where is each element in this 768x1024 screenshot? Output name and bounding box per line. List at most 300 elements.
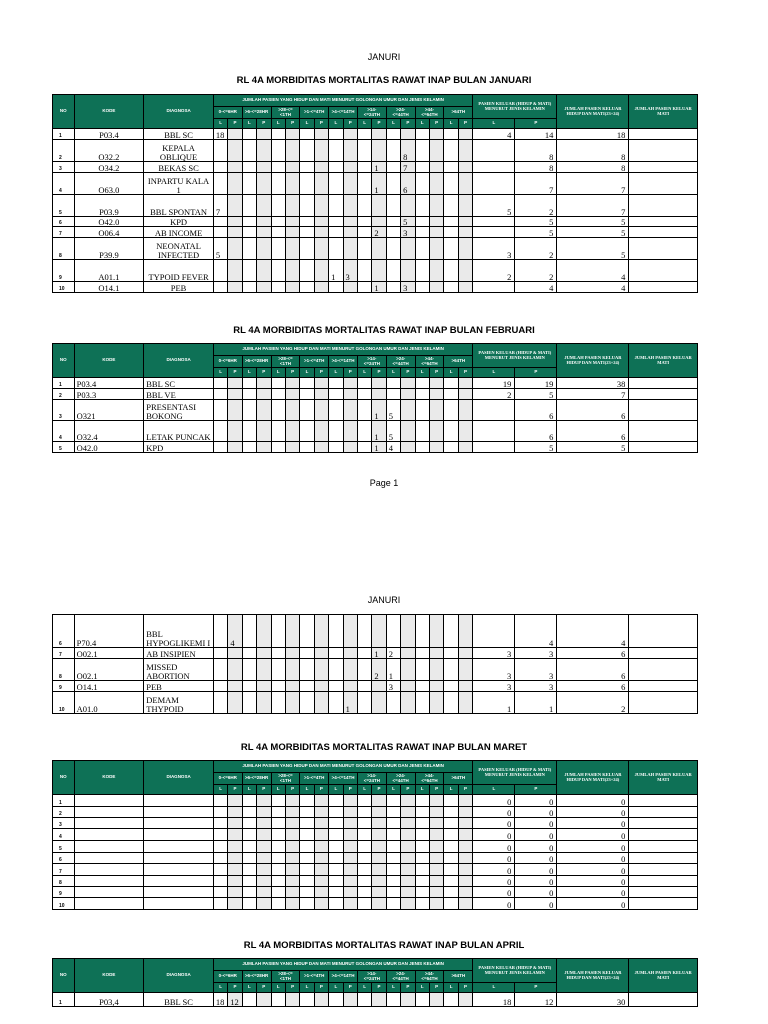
keluar-mati-cell [629, 659, 698, 681]
age-count-cell [257, 692, 271, 714]
age-count-cell [343, 853, 357, 864]
age-count-cell [257, 140, 271, 162]
age-count-cell [429, 829, 443, 841]
age-group-header: >24-<=44TH [386, 971, 415, 983]
sex-l-header: L [213, 119, 227, 129]
keluar-l-cell: 3 [473, 659, 515, 681]
age-count-cell [458, 853, 473, 864]
age-count-cell [458, 692, 472, 714]
age-count-cell [271, 217, 285, 227]
age-count-cell [314, 615, 328, 648]
keluar-total-cell: 6 [557, 648, 629, 659]
row-number: 3 [53, 162, 75, 173]
age-count-cell [343, 238, 357, 260]
sex-p-header: P [285, 368, 299, 378]
keluar-l-cell [473, 162, 515, 173]
keluar-mati-cell [629, 615, 698, 648]
age-count-cell [415, 173, 429, 195]
age-count-cell [257, 400, 271, 421]
sex-p-header: P [257, 983, 271, 993]
keluar-mati-cell [629, 993, 698, 1007]
diagnosa-cell: BBL SC [144, 129, 214, 140]
age-count-cell [314, 421, 328, 442]
age-count-cell: 2 [386, 648, 400, 659]
age-group-title: JUMLAH PASIEN YANG HIDUP DAN MATI MENURUT GOLONGAN UMUR DAN JENIS KELAMIN [213, 344, 472, 356]
age-count-cell [242, 162, 256, 173]
age-count-cell [213, 162, 227, 173]
age-count-cell [444, 864, 458, 876]
age-count-cell [444, 282, 458, 293]
keluar-l-cell: 0 [473, 807, 515, 818]
age-count-cell [372, 818, 386, 829]
sex-l-header: L [213, 983, 227, 993]
col-keluar-mati-header: JUMLAH PASIEN KELUAR MATI [629, 761, 698, 795]
keluar-l-cell [473, 227, 515, 238]
age-count-cell [343, 162, 357, 173]
age-count-cell [257, 898, 271, 910]
age-count-cell [271, 129, 285, 140]
age-count-cell [444, 829, 458, 841]
age-count-cell [386, 853, 400, 864]
age-count-cell [401, 615, 415, 648]
age-count-cell: 3 [401, 227, 415, 238]
table-row [53, 692, 698, 714]
age-count-cell: 1 [329, 260, 343, 282]
sex-l-header: L [386, 368, 400, 378]
keluar-p-cell: 12 [515, 993, 557, 1007]
age-count-cell [372, 140, 386, 162]
row-number: 6 [53, 615, 75, 648]
age-count-cell [357, 818, 371, 829]
age-group-header: >64TH [444, 356, 473, 368]
age-count-cell [357, 876, 371, 887]
age-count-cell [386, 282, 400, 293]
keluar-p-cell: 2 [515, 238, 557, 260]
age-count-cell [430, 692, 444, 714]
age-count-cell [285, 659, 299, 681]
kode-cell: O32.2 [74, 140, 144, 162]
age-count-cell [228, 795, 242, 807]
age-count-cell [242, 442, 256, 453]
age-count-cell: 5 [386, 400, 400, 421]
diagnosa-cell: BBL SC [144, 378, 214, 389]
sex-p-header: P [429, 368, 443, 378]
age-count-cell [401, 887, 415, 898]
row-number: 4 [53, 829, 75, 841]
diagnosa-cell: DEMAM THYPOID [144, 692, 214, 714]
age-count-cell [357, 807, 371, 818]
age-count-cell [386, 807, 400, 818]
age-count-cell [300, 659, 314, 681]
sex-l-header: L [473, 119, 515, 129]
keluar-mati-cell [629, 162, 698, 173]
keluar-total-cell: 18 [557, 129, 629, 140]
age-count-cell [242, 389, 256, 400]
age-count-cell [213, 795, 227, 807]
kode-cell [74, 829, 144, 841]
table-row [53, 795, 698, 807]
age-group-title: JUMLAH PASIEN YANG HIDUP DAN MATI MENURUT GOLONGAN UMUR DAN JENIS KELAMIN [213, 95, 472, 107]
kode-cell [74, 898, 144, 910]
table-row [53, 421, 698, 442]
sex-l-header: L [300, 368, 314, 378]
age-count-cell: 1 [372, 162, 386, 173]
diagnosa-cell: PRESENTASI BOKONG [144, 400, 214, 421]
diagnosa-cell [144, 841, 214, 853]
age-count-cell [213, 400, 227, 421]
col-keluar-mati-header: JUMLAH PASIEN KELUAR MATI [629, 959, 698, 993]
diagnosa-cell [144, 795, 214, 807]
age-count-cell [415, 807, 429, 818]
age-count-cell: 3 [343, 260, 357, 282]
sex-l-header: L [415, 785, 429, 795]
col-diagnosa-header: DIAGNOSA [144, 761, 214, 795]
table-row [53, 227, 698, 238]
keluar-p-cell: 3 [515, 648, 557, 659]
diagnosa-cell [144, 818, 214, 829]
sex-p-header: P [429, 119, 443, 129]
age-count-cell [257, 795, 271, 807]
diagnosa-cell: BBL SPONTAN [144, 195, 214, 217]
age-count-cell [458, 795, 473, 807]
age-count-cell [458, 378, 473, 389]
age-count-cell [343, 400, 357, 421]
table-row [53, 400, 698, 421]
sex-p-header: P [429, 785, 443, 795]
age-count-cell [213, 659, 227, 681]
age-count-cell [213, 876, 227, 887]
sex-p-header: P [285, 119, 299, 129]
age-count-cell [343, 389, 357, 400]
age-count-cell [343, 898, 357, 910]
age-count-cell [429, 378, 443, 389]
table-row [53, 615, 698, 648]
age-count-cell [300, 129, 314, 140]
row-number: 8 [53, 876, 75, 887]
age-count-cell: 1 [372, 282, 386, 293]
age-count-cell [228, 195, 242, 217]
age-count-cell [329, 876, 343, 887]
diagnosa-cell: KPD [144, 442, 214, 453]
age-count-cell [429, 795, 443, 807]
age-count-cell [357, 389, 371, 400]
age-count-cell [314, 378, 328, 389]
age-count-cell [343, 659, 357, 681]
age-count-cell [372, 841, 386, 853]
age-count-cell: 8 [401, 140, 415, 162]
age-count-cell [430, 615, 444, 648]
col-keluar-jk-header: PASIEN KELUAR (HIDUP & MATI) MENURUT JENIS KELAMIN [473, 959, 557, 983]
age-count-cell [228, 421, 242, 442]
sex-p-header: P [257, 368, 271, 378]
col-diagnosa-header: DIAGNOSA [144, 344, 214, 378]
age-count-cell [228, 807, 242, 818]
age-count-cell [257, 238, 271, 260]
col-kode-header: KODE [74, 761, 144, 795]
age-count-cell [242, 140, 256, 162]
age-count-cell [357, 841, 371, 853]
keluar-total-cell: 0 [557, 876, 629, 887]
col-keluar-jk-header: PASIEN KELUAR (HIDUP & MATI) MENURUT JENIS KELAMIN [473, 344, 557, 368]
age-count-cell [444, 260, 458, 282]
age-count-cell [415, 378, 429, 389]
age-count-cell [429, 227, 443, 238]
age-count-cell [257, 648, 271, 659]
age-count-cell [228, 829, 242, 841]
age-group-header: >28-<=<1TH [271, 107, 300, 119]
age-group-header: >1-<=4TH [300, 356, 329, 368]
age-count-cell [314, 681, 328, 692]
age-group-header: 0-<=6HR [213, 356, 242, 368]
keluar-mati-cell [629, 421, 698, 442]
col-no-header: NO [53, 95, 75, 129]
sex-p-header: P [257, 785, 271, 795]
row-number: 8 [53, 238, 75, 260]
age-count-cell: 1 [343, 692, 357, 714]
keluar-mati-cell [629, 238, 698, 260]
age-count-cell [329, 898, 343, 910]
row-number: 3 [53, 400, 75, 421]
age-count-cell [271, 173, 285, 195]
col-kode-header: KODE [74, 344, 144, 378]
table-row [53, 853, 698, 864]
age-count-cell [228, 648, 242, 659]
age-count-cell [242, 841, 256, 853]
sex-p-header: P [515, 119, 557, 129]
age-count-cell [415, 442, 429, 453]
age-count-cell: 6 [401, 173, 415, 195]
age-count-cell [386, 615, 400, 648]
age-count-cell [300, 829, 314, 841]
age-count-cell [343, 648, 357, 659]
sex-p-header: P [228, 983, 242, 993]
age-count-cell [429, 864, 443, 876]
kode-cell: P03.4 [74, 129, 144, 140]
diagnosa-cell: PEB [144, 282, 214, 293]
age-count-cell: 4 [228, 615, 242, 648]
row-number: 3 [53, 818, 75, 829]
age-group-header: >44-<=64TH [415, 773, 444, 785]
keluar-total-cell: 0 [557, 864, 629, 876]
keluar-l-cell [473, 173, 515, 195]
age-group-header: >4-<=14TH [329, 971, 358, 983]
age-count-cell [213, 260, 227, 282]
age-count-cell [300, 841, 314, 853]
col-keluar-mati-header: JUMLAH PASIEN KELUAR MATI [629, 344, 698, 378]
age-count-cell [271, 648, 285, 659]
keluar-l-cell: 0 [473, 795, 515, 807]
keluar-l-cell: 1 [473, 692, 515, 714]
sex-l-header: L [444, 983, 458, 993]
age-count-cell [386, 195, 400, 217]
age-count-cell [314, 282, 328, 293]
kode-cell: O42.0 [74, 217, 144, 227]
sex-l-header: L [473, 368, 515, 378]
age-count-cell [314, 659, 328, 681]
table-row [53, 887, 698, 898]
age-count-cell [300, 615, 314, 648]
age-count-cell [357, 829, 371, 841]
age-count-cell [458, 238, 473, 260]
age-count-cell [300, 173, 314, 195]
age-group-header: >6-<=28HR [242, 773, 271, 785]
kode-cell: P03.3 [74, 389, 144, 400]
row-number: 5 [53, 195, 75, 217]
diagnosa-cell [144, 864, 214, 876]
age-count-cell [300, 282, 314, 293]
age-count-cell [314, 853, 328, 864]
keluar-l-cell [473, 421, 515, 442]
keluar-mati-cell [629, 876, 698, 887]
age-count-cell [314, 217, 328, 227]
sex-l-header: L [329, 368, 343, 378]
sex-l-header: L [357, 119, 371, 129]
age-count-cell [314, 807, 328, 818]
age-count-cell [343, 841, 357, 853]
age-count-cell [429, 282, 443, 293]
keluar-l-cell: 3 [473, 238, 515, 260]
age-count-cell [228, 841, 242, 853]
kode-cell: O02.1 [74, 659, 144, 681]
age-count-cell [300, 795, 314, 807]
age-count-cell [314, 129, 328, 140]
age-count-cell [386, 795, 400, 807]
age-count-cell [271, 282, 285, 293]
age-count-cell [242, 818, 256, 829]
age-group-header: >4-<=14TH [329, 107, 358, 119]
age-count-cell [271, 400, 285, 421]
keluar-l-cell [473, 442, 515, 453]
age-count-cell [386, 238, 400, 260]
age-count-cell [257, 389, 271, 400]
keluar-mati-cell [629, 195, 698, 217]
age-count-cell [415, 993, 429, 1007]
age-count-cell [257, 282, 271, 293]
age-count-cell [386, 140, 400, 162]
kode-cell: O06.4 [74, 227, 144, 238]
age-count-cell: 7 [401, 162, 415, 173]
age-count-cell [257, 421, 271, 442]
sex-p-header: P [285, 983, 299, 993]
keluar-mati-cell [629, 260, 698, 282]
row-number: 10 [53, 282, 75, 293]
age-count-cell [285, 389, 299, 400]
age-count-cell [429, 841, 443, 853]
table-row [53, 140, 698, 162]
table-row [53, 129, 698, 140]
age-count-cell [242, 853, 256, 864]
age-count-cell [300, 681, 314, 692]
age-count-cell [386, 829, 400, 841]
age-count-cell [329, 378, 343, 389]
age-count-cell [271, 807, 285, 818]
kode-cell [74, 887, 144, 898]
age-count-cell [242, 692, 256, 714]
diagnosa-cell: TYPOID FEVER [144, 260, 214, 282]
age-count-cell [257, 829, 271, 841]
age-count-cell [429, 887, 443, 898]
sex-l-header: L [415, 368, 429, 378]
age-count-cell [228, 692, 242, 714]
age-count-cell [415, 795, 429, 807]
age-count-cell [343, 140, 357, 162]
age-count-cell [300, 238, 314, 260]
sex-l-header: L [357, 368, 371, 378]
keluar-mati-cell [629, 898, 698, 910]
keluar-total-cell: 7 [557, 389, 629, 400]
row-number: 6 [53, 217, 75, 227]
sex-l-header: L [329, 119, 343, 129]
keluar-total-cell: 0 [557, 795, 629, 807]
row-number: 2 [53, 389, 75, 400]
age-count-cell [357, 993, 371, 1007]
age-count-cell [329, 129, 343, 140]
age-count-cell [372, 898, 386, 910]
age-count-cell: 12 [228, 993, 242, 1007]
keluar-l-cell: 0 [473, 818, 515, 829]
age-count-cell: 1 [372, 442, 386, 453]
sex-l-header: L [300, 119, 314, 129]
age-count-cell [401, 659, 415, 681]
age-group-header: >14-<=24TH [357, 356, 386, 368]
table-row [53, 238, 698, 260]
row-number: 7 [53, 648, 75, 659]
age-count-cell [372, 887, 386, 898]
age-count-cell [213, 421, 227, 442]
age-count-cell [372, 260, 386, 282]
age-count-cell [458, 129, 473, 140]
sex-p-header: P [401, 983, 415, 993]
kode-cell: O32.4 [74, 421, 144, 442]
diagnosa-cell: BBL SC [144, 993, 214, 1007]
age-count-cell [372, 864, 386, 876]
age-count-cell [357, 282, 371, 293]
table-row [53, 864, 698, 876]
keluar-p-cell: 0 [515, 795, 557, 807]
table-row [53, 389, 698, 400]
age-count-cell [242, 195, 256, 217]
age-count-cell [444, 238, 458, 260]
age-count-cell [285, 378, 299, 389]
keluar-mati-cell [629, 129, 698, 140]
age-count-cell [213, 681, 227, 692]
age-count-cell [271, 140, 285, 162]
table-row [53, 260, 698, 282]
sex-l-header: L [357, 785, 371, 795]
age-count-cell [372, 195, 386, 217]
sex-l-header: L [444, 368, 458, 378]
sex-p-header: P [314, 119, 328, 129]
age-count-cell [343, 864, 357, 876]
age-count-cell [285, 260, 299, 282]
age-count-cell [343, 795, 357, 807]
age-count-cell [357, 400, 371, 421]
age-count-cell [228, 400, 242, 421]
age-count-cell [357, 648, 371, 659]
age-count-cell [314, 829, 328, 841]
sex-l-header: L [415, 983, 429, 993]
age-count-cell [430, 659, 444, 681]
age-count-cell [444, 887, 458, 898]
age-count-cell [401, 681, 415, 692]
keluar-total-cell: 5 [557, 227, 629, 238]
age-count-cell [444, 162, 458, 173]
age-count-cell: 7 [213, 195, 227, 217]
age-count-cell [401, 853, 415, 864]
age-count-cell [213, 887, 227, 898]
row-number: 1 [53, 993, 75, 1007]
diagnosa-cell [144, 887, 214, 898]
